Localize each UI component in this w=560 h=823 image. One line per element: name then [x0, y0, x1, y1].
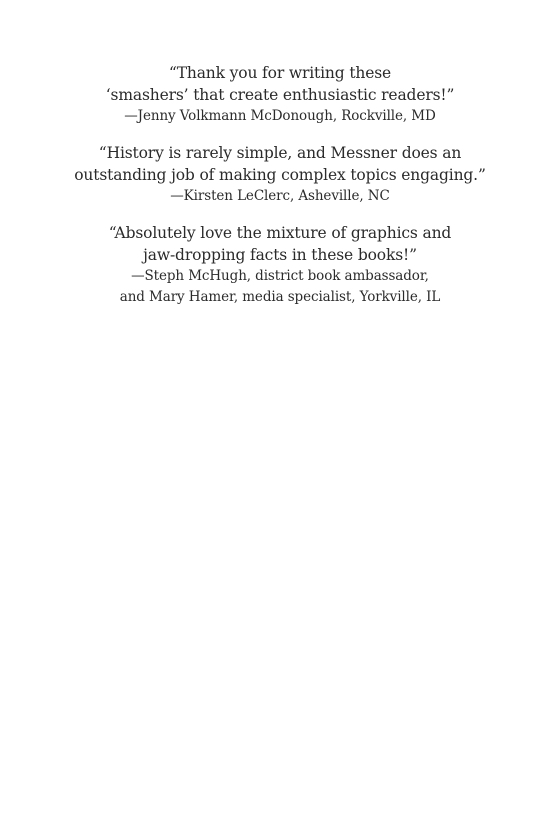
testimonial-attribution: and Mary Hamer, media specialist, Yorkville, IL	[119, 289, 441, 305]
testimonial-1	[0, 62, 560, 127]
testimonial-3	[0, 222, 560, 308]
testimonial-quote-line: outstanding job of making complex topics engaging.”	[74, 166, 486, 184]
testimonial-quote-line: “History is rarely simple, and Messner does an	[98, 144, 462, 162]
testimonial-attribution: —Jenny Volkmann McDonough, Rockville, MD	[124, 108, 436, 124]
praise-blurbs	[0, 62, 560, 323]
testimonial-attribution: —Steph McHugh, district book ambassador,	[131, 268, 429, 284]
testimonial-quote-line: “Absolutely love the mixture of graphics and	[108, 224, 452, 242]
testimonial-2	[0, 142, 560, 207]
testimonial-quote-line: jaw-dropping facts in these books!”	[143, 246, 417, 264]
testimonial-quote-line: ‘smashers’ that create enthusiastic readers!”	[105, 86, 455, 104]
testimonial-quote-line: “Thank you for writing these	[168, 64, 392, 82]
testimonial-attribution: —Kirsten LeClerc, Asheville, NC	[170, 188, 390, 204]
